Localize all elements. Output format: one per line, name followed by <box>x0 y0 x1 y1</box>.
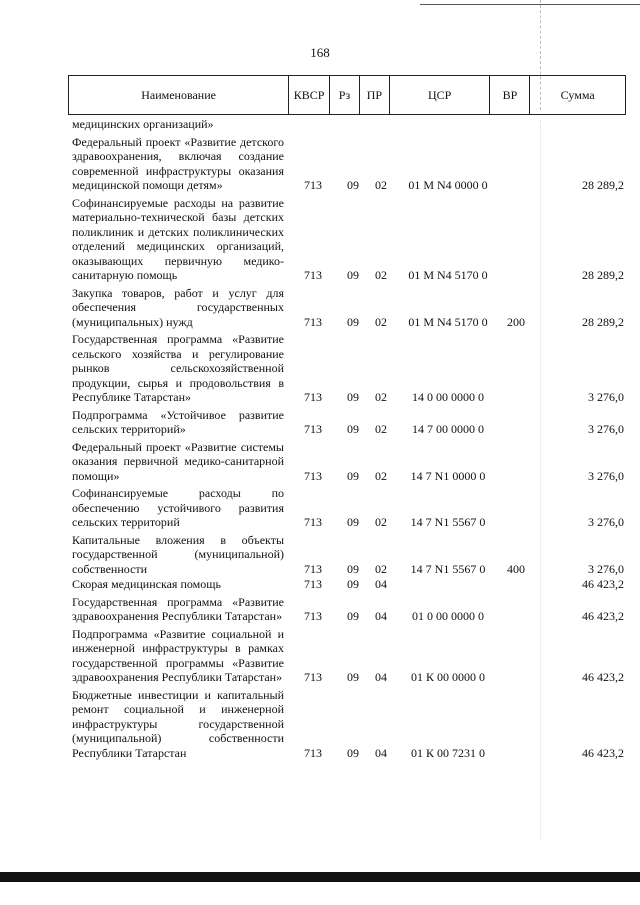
cell-kvsr: 713 <box>304 268 322 282</box>
cell-pr: 04 <box>375 577 387 591</box>
cell-csr: 01 К 00 7231 0 <box>410 745 485 760</box>
cell-rz: 09 <box>347 561 359 576</box>
table-body <box>72 117 624 760</box>
cell-csr: 01 М N4 0000 0 <box>408 178 488 192</box>
cell-name: медицинских организаций» <box>72 117 214 131</box>
cell-csr: 14 7 N1 5567 0 <box>410 515 486 529</box>
cell-csr: 01 М N4 5170 0 <box>408 268 488 282</box>
cell-sum: 28 289,2 <box>582 314 624 329</box>
cell-name: Капитальные вложения в объекты государственной (муниципальной) собственности <box>72 532 284 576</box>
cell-rz: 09 <box>347 670 359 684</box>
cell-rz: 09 <box>347 390 359 404</box>
cell-csr: 01 К 00 0000 0 <box>410 670 485 684</box>
cell-name: Закупка товаров, работ и услуг для обеспечения государственных (муниципальных) нужд <box>72 285 284 329</box>
cell-rz: 09 <box>347 178 359 192</box>
cell-vr: 400 <box>507 561 525 576</box>
cell-pr: 02 <box>375 561 387 576</box>
table-header <box>68 75 626 115</box>
cell-rz: 09 <box>347 422 359 436</box>
cell-csr: 14 7 N1 0000 0 <box>410 468 486 483</box>
cell-sum: 46 423,2 <box>582 745 624 760</box>
header-sum: Сумма <box>560 87 595 102</box>
cell-kvsr: 713 <box>304 609 322 623</box>
cell-pr: 02 <box>375 178 387 192</box>
cell-sum: 3 276,0 <box>588 561 624 576</box>
cell-name: Подпрограмма «Устойчивое развитие сельских территорий» <box>72 407 284 436</box>
cell-sum: 28 289,2 <box>582 268 624 282</box>
cell-pr: 02 <box>375 422 387 436</box>
cell-sum: 3 276,0 <box>588 515 624 529</box>
cell-name: Государственная программа «Развитие сельского хозяйства и регулирование рынков сельскохозяйственной продукции, сырья и продовольствия в Республике Татарстан» <box>72 332 284 404</box>
table-row <box>72 440 624 484</box>
header-vr: ВР <box>490 76 530 114</box>
cell-pr: 02 <box>375 390 387 404</box>
cell-pr: 02 <box>375 314 387 329</box>
cell-pr: 04 <box>375 670 387 684</box>
table-row <box>72 408 624 437</box>
table-row <box>72 577 624 592</box>
cell-kvsr: 713 <box>304 577 322 591</box>
cell-sum: 46 423,2 <box>582 670 624 684</box>
cell-sum: 3 276,0 <box>588 422 624 436</box>
cell-kvsr: 713 <box>304 178 322 192</box>
cell-sum: 46 423,2 <box>582 577 624 591</box>
table-row <box>72 117 624 132</box>
cell-kvsr: 713 <box>304 422 322 436</box>
cell-sum: 46 423,2 <box>582 609 624 623</box>
cell-kvsr: 713 <box>304 670 322 684</box>
header-pr: ПР <box>360 76 390 114</box>
cell-name: Софинансируемые расходы на развитие материально-технической базы детских поликлиник и детских поликлинических отделений медицинских организаций, оказывающих первичную медико-санитарную помощь <box>72 195 284 282</box>
cell-rz: 09 <box>347 468 359 483</box>
table-row <box>72 196 624 283</box>
cell-name: Скорая медицинская помощь <box>72 577 221 591</box>
cell-sum: 3 276,0 <box>588 390 624 404</box>
cell-csr: 01 0 00 0000 0 <box>412 609 484 623</box>
cell-csr: 14 0 00 0000 0 <box>412 390 484 404</box>
cell-kvsr: 713 <box>304 745 322 760</box>
cell-name: Софинансируемые расходы по обеспечению устойчивого развития сельских территорий <box>72 486 284 529</box>
cell-rz: 09 <box>347 314 359 329</box>
table-row <box>72 486 624 530</box>
cell-rz: 09 <box>347 609 359 623</box>
page-number: 168 <box>310 45 330 60</box>
cell-name: Федеральный проект «Развитие детского здравоохранения, включая создание современной инфраструктуры оказания медицинской помощи детям» <box>72 134 284 192</box>
header-csr: ЦСР <box>390 76 491 114</box>
cell-pr: 02 <box>375 515 387 529</box>
cell-sum: 28 289,2 <box>582 178 624 192</box>
cell-rz: 09 <box>347 577 359 591</box>
cell-csr: 01 М N4 5170 0 <box>408 314 488 329</box>
table-row <box>72 627 624 685</box>
cell-vr: 200 <box>507 314 525 329</box>
cell-rz: 09 <box>347 515 359 529</box>
cell-csr: 14 7 N1 5567 0 <box>410 561 486 576</box>
table-row <box>72 533 624 577</box>
table-row <box>72 595 624 624</box>
table-row <box>72 135 624 193</box>
cell-pr: 04 <box>375 745 387 760</box>
table-row <box>72 688 624 761</box>
cell-pr: 02 <box>375 268 387 282</box>
cell-name: Бюджетные инвестиции и капитальный ремонт социальной и инженерной инфраструктуры государственной (муниципальной) собственности Республики Татарстан <box>72 687 284 760</box>
cell-kvsr: 713 <box>304 314 322 329</box>
header-rz: Рз <box>330 76 360 114</box>
cell-rz: 09 <box>347 745 359 760</box>
cell-pr: 02 <box>375 468 387 483</box>
cell-name: Подпрограмма «Развитие социальной и инженерной инфраструктуры в рамках государственной программы «Развитие здравоохранения Республики Татарстан» <box>72 626 284 684</box>
table-row <box>72 332 624 405</box>
header-kvsr: КВСР <box>289 76 330 114</box>
cell-kvsr: 713 <box>304 390 322 404</box>
cell-kvsr: 713 <box>304 468 322 483</box>
header-name: Наименование <box>69 76 289 114</box>
table-row <box>72 286 624 330</box>
cell-kvsr: 713 <box>304 561 322 576</box>
cell-name: Федеральный проект «Развитие системы оказания первичной медико-санитарной помощи» <box>72 439 284 483</box>
cell-name: Государственная программа «Развитие здравоохранения Республики Татарстан» <box>72 594 284 623</box>
scan-bottom-edge <box>0 872 640 882</box>
cell-pr: 04 <box>375 609 387 623</box>
cell-csr: 14 7 00 0000 0 <box>412 422 484 436</box>
top-rule <box>420 4 640 5</box>
cell-rz: 09 <box>347 268 359 282</box>
cell-sum: 3 276,0 <box>588 468 624 483</box>
cell-kvsr: 713 <box>304 515 322 529</box>
